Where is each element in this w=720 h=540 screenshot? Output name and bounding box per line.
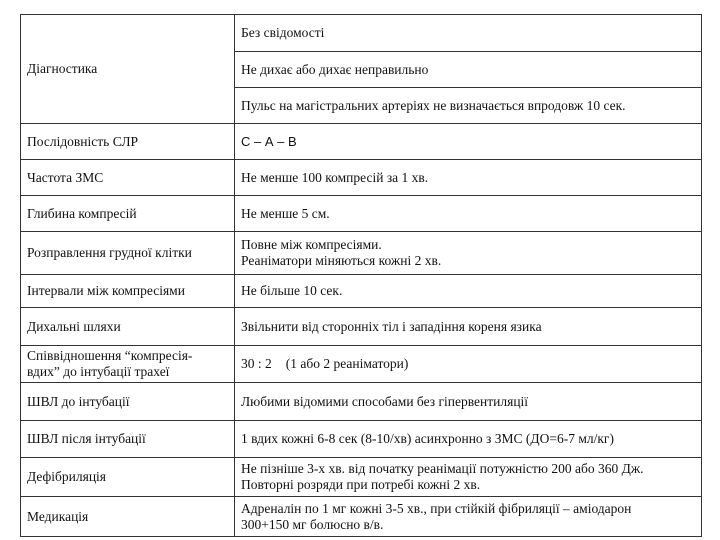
value-cell (235, 124, 702, 160)
parameter-cell (21, 497, 235, 537)
parameter-label: Медикація (27, 508, 89, 524)
parameter-cell (21, 275, 235, 308)
parameter-cell (21, 421, 235, 458)
diagnostics-label-cell (21, 15, 235, 124)
value-text: Не менше 5 см. (241, 205, 330, 221)
parameter-label: Дихальні шляхи (27, 318, 121, 334)
parameter-label: Розправлення грудної клітки (27, 245, 192, 260)
value-cell (235, 497, 702, 537)
parameter-label: Інтервали між компресіями (27, 283, 185, 298)
value-text-line: Повторні розряди при потребі кожні 2 хв. (241, 477, 481, 492)
diagnostics-criterion: Не дихає або дихає неправильно (241, 61, 429, 77)
table-row (21, 124, 702, 160)
parameter-label-line: вдих” до інтубації трахеї (27, 364, 170, 379)
parameter-label: Глибина компресій (27, 205, 137, 221)
parameter-cell (21, 458, 235, 497)
table-row (21, 15, 702, 52)
table-row (21, 497, 702, 537)
parameter-label: Дефібриляція (27, 469, 107, 484)
value-cell (235, 232, 702, 275)
diagnostics-criterion: Пульс на магістральних артеріях не визначається впродовж 10 сек. (241, 97, 626, 113)
value-cell (235, 421, 702, 458)
diagnostics-criterion: Без свідомості (241, 25, 325, 40)
ratio-value: 30 : 2 (241, 356, 272, 371)
value-text: Не менше 100 компресій за 1 хв. (241, 169, 429, 185)
parameter-label: Послідовність СЛР (27, 133, 139, 149)
diagnostics-criterion-cell (235, 15, 702, 52)
value-cell (235, 458, 702, 497)
value-text: 1 вдих кожні 6-8 сек (8-10/хв) асинхронно з ЗМС (ДО=6-7 мл/кг) (241, 431, 614, 446)
value-cell (235, 346, 702, 383)
table-row (21, 308, 702, 346)
value-cell (235, 275, 702, 308)
parameter-cell (21, 308, 235, 346)
diagnostics-label: Діагностика (27, 61, 98, 76)
value-text-line: Не пізніше 3-х хв. від початку реанімації потужністю 200 або 360 Дж. (241, 461, 644, 476)
value-cell (235, 383, 702, 421)
value-text-line: 300+150 мг болюсно в/в. (241, 516, 384, 532)
value-cell (235, 196, 702, 232)
parameter-cell (21, 160, 235, 196)
parameter-cell (21, 383, 235, 421)
parameter-label: ШВЛ до інтубації (27, 393, 130, 409)
value-text-line: Повне між компресіями. (241, 237, 382, 252)
diagnostics-criterion-cell (235, 52, 702, 88)
value-text: Любими відомими способами без гіпервентиляції (241, 393, 529, 409)
parameter-cell (21, 124, 235, 160)
parameter-cell (21, 196, 235, 232)
value-text-line: Реаніматори міняються кожні 2 хв. (241, 253, 442, 268)
table-row (21, 196, 702, 232)
ratio-note: (1 або 2 реаніматори) (285, 356, 409, 371)
table-row (21, 232, 702, 275)
table-row (21, 458, 702, 497)
value-cell (235, 308, 702, 346)
parameter-label-line: Співвідношення “компресія- (27, 348, 193, 363)
value-text-line: Адреналін по 1 мг кожні 3-5 хв., при стійкій фібриляції – аміодарон (241, 500, 632, 516)
table-row (21, 421, 702, 458)
cpr-protocol-table (20, 14, 702, 537)
table-row (21, 275, 702, 308)
value-cell (235, 160, 702, 196)
value-text: Не більше 10 сек. (241, 283, 343, 298)
parameter-cell (21, 232, 235, 275)
table-row (21, 160, 702, 196)
table-row (21, 383, 702, 421)
diagnostics-criterion-cell (235, 88, 702, 124)
parameter-label: ШВЛ після інтубації (27, 431, 146, 446)
parameter-label: Частота ЗМС (27, 169, 104, 185)
parameter-cell (21, 346, 235, 383)
table-row (21, 346, 702, 383)
value-text: С – А – В (241, 133, 297, 149)
value-text: Звільнити від сторонніх тіл і западіння кореня язика (241, 318, 542, 334)
